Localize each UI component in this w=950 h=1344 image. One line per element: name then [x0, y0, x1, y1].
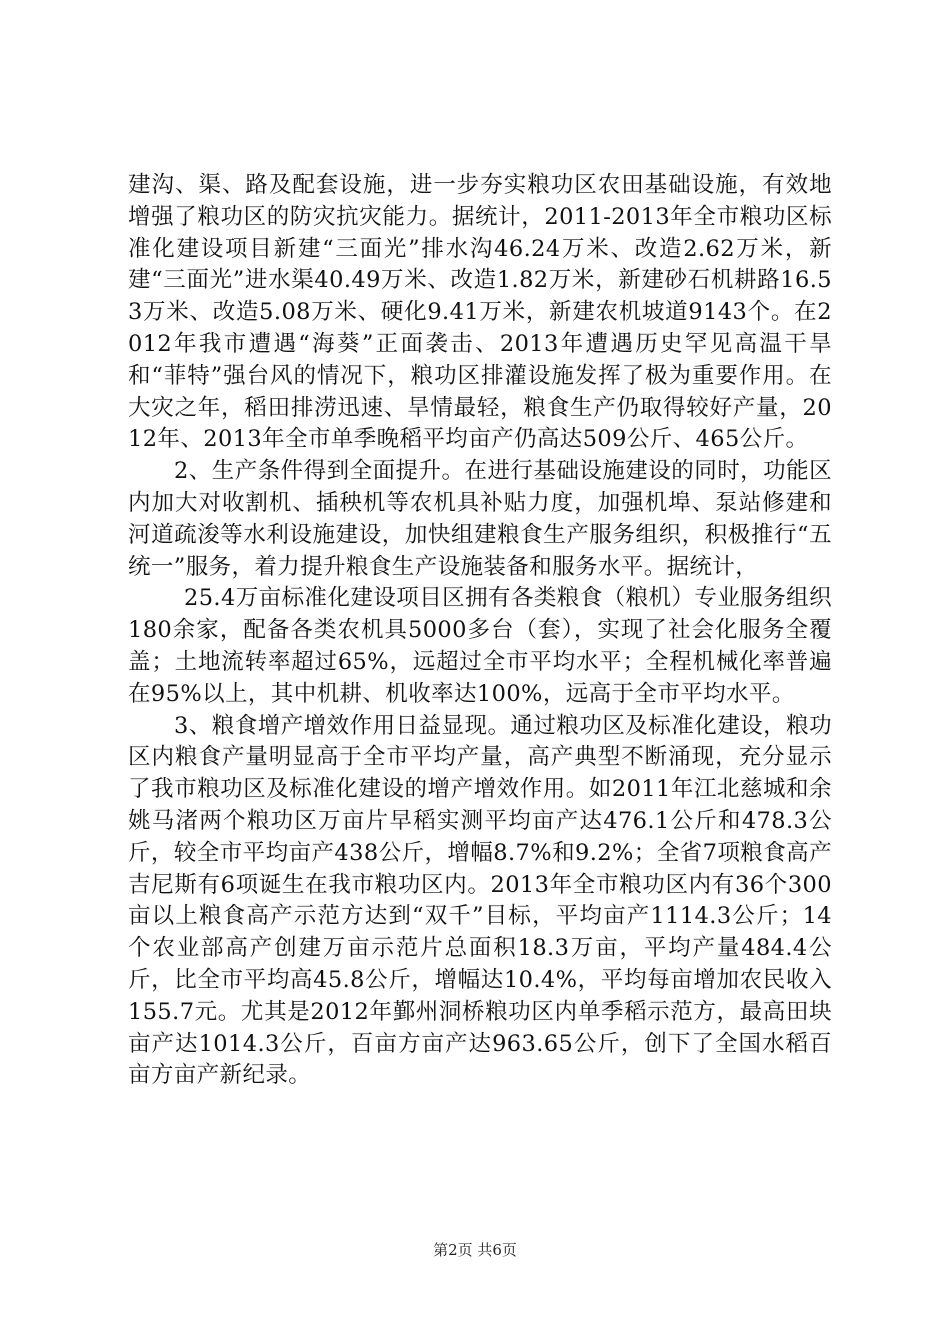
- document-body: [128, 170, 832, 1092]
- paragraph-yield-effects: 3、粮食增产增效作用日益显现。通过粮功区及标准化建设，粮功区内粮食产量明显高于全市平均产量，高产典型不断涌现，充分显示了我市粮功区及标准化建设的增产增效作用。如2011年江北慈城和余姚马渚两个粮功区万亩片早稻实测平均亩产达476.1公斤和478.3公斤，较全市平均亩产438公斤，增幅8.7%和9.2%；全省7项粮食高产吉尼斯有6项诞生在我市粮功区内。2013年全市粮功区内有36个300亩以上粮食高产示范方达到“双千”目标，平均亩产1114.3公斤；14个农业部高产创建万亩示范片总面积18.3万亩，平均产量484.4公斤，比全市平均高45.8公斤，增幅达10.4%，平均每亩增加农民收入155.7元。尤其是2012年鄞州洞桥粮功区内单季稻示范方，最高田块亩产达1014.3公斤，百亩方亩产达963.65公斤，创下了全国水稻百亩方亩产新纪录。: [128, 712, 832, 1089]
- page-number-footer: 第2页 共6页: [433, 1241, 517, 1259]
- paragraph-continuation: 建沟、渠、路及配套设施，进一步夯实粮功区农田基础设施，有效地增强了粮功区的防灾抗灾能力。据统计，2011-2013年全市粮功区标准化建设项目新建“三面光”排水沟46.24万米、改造2.62万米，新建“三面光”进水渠40.49万米、改造1.82万米，新建砂石机耕路16.53万米、改造5.08万米、硬化9.41万米，新建农机坡道9143个。在2012年我市遭遇“海葵”正面袭击、2013年遭遇历史罕见高温干旱和“菲特”强台风的情况下，粮功区排灌设施发挥了极为重要作用。在大灾之年，稻田排涝迅速、旱情最轻，粮食生产仍取得较好产量，2012年、2013年全市单季晚稻平均亩产仍高达509公斤、465公斤。: [128, 172, 832, 453]
- paragraph-service-statistics: 25.4万亩标准化建设项目区拥有各类粮食（粮机）专业服务组织180余家，配备各类农机具5000多台（套），实现了社会化服务全覆盖；土地流转率超过65%，远超过全市平均水平；全程机械化率普遍在95%以上，其中机耕、机收率达100%，远高于全市平均水平。: [128, 585, 832, 707]
- paragraph-production-conditions: 2、生产条件得到全面提升。在进行基础设施建设的同时，功能区内加大对收割机、插秧机等农机具补贴力度，加强机埠、泵站修建和河道疏浚等水利设施建设，加快组建粮食生产服务组织，积极推行“五统一”服务，着力提升粮食生产设施装备和服务水平。据统计，: [128, 458, 832, 580]
